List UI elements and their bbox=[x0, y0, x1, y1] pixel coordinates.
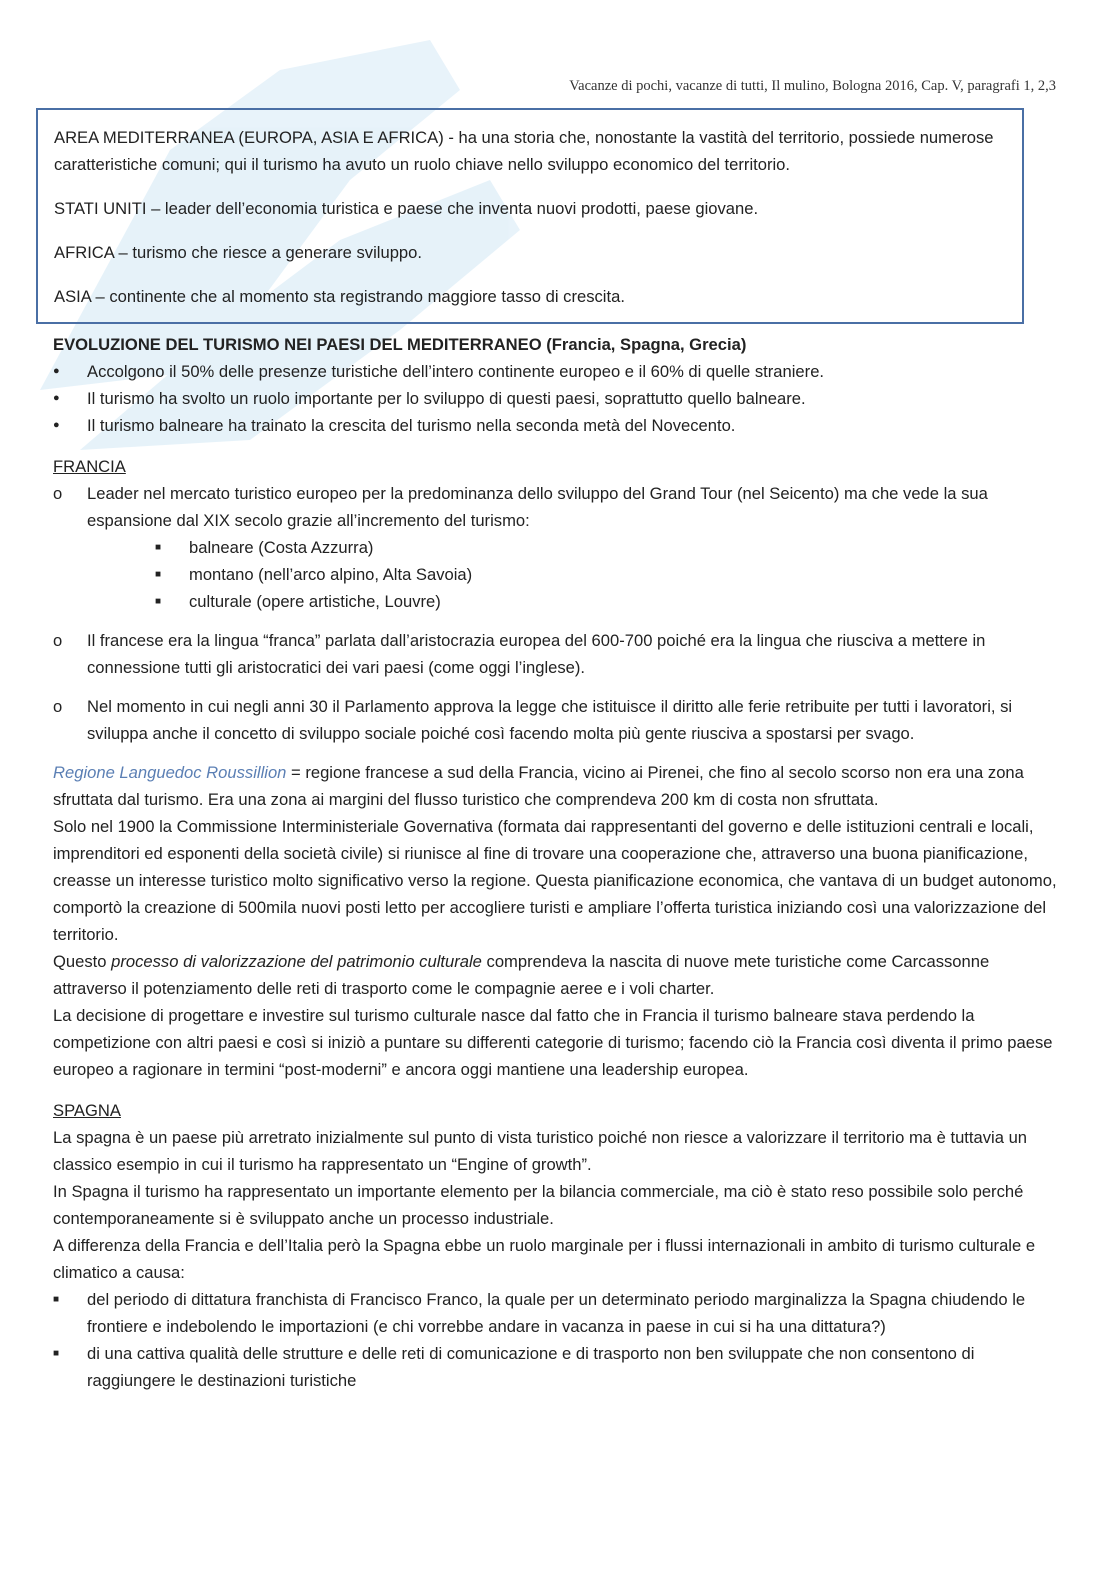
paragraph: La spagna è un paese più arretrato inizialmente sul punto di vista turistico poiché non riesce a valorizzare il territorio ma è tuttavia un classico esempio in cui il turismo ha rappresentato un “Engine of growth”. bbox=[53, 1128, 1028, 1174]
list-item: ■ balneare (Costa Azzurra) bbox=[155, 534, 1063, 561]
spagna-list bbox=[53, 1286, 1063, 1394]
francia-heading: FRANCIA bbox=[53, 457, 126, 476]
text-span: comprendeva la nascita di nuove mete turistiche come Carcassonne attraverso il potenziamento delle reti di trasporto come le compagnie aeree e i voli charter. bbox=[53, 952, 990, 998]
spagna-heading: SPAGNA bbox=[53, 1101, 121, 1120]
francia-sublist bbox=[87, 534, 1063, 615]
evo-list bbox=[53, 358, 1063, 439]
circle-bullet-icon: o bbox=[53, 697, 63, 716]
list-item: ● Accolgono il 50% delle presenze turistiche dell’intero continente europeo e il 60% di quelle straniere. bbox=[53, 358, 1063, 385]
summary-box bbox=[36, 108, 1024, 324]
list-item bbox=[53, 480, 1063, 615]
circle-bullet-icon: o bbox=[53, 631, 63, 650]
list-item bbox=[53, 693, 1063, 747]
paragraph: In Spagna il turismo ha rappresentato un importante elemento per la bilancia commerciale, ma ciò è stato reso possibile solo perché contemporaneamente si è sviluppato anche un processo industriale. bbox=[53, 1182, 1024, 1228]
list-item: ● Il turismo balneare ha trainato la crescita del turismo nella seconda metà del Novecento. bbox=[53, 412, 1063, 439]
paragraph bbox=[53, 948, 1063, 1002]
page-header: Vacanze di pochi, vacanze di tutti, Il mulino, Bologna 2016, Cap. V, paragrafi 1, 2,3 bbox=[569, 78, 1056, 94]
list-item bbox=[53, 627, 1063, 681]
list-item-text: Il francese era la lingua “franca” parlata dall’aristocrazia europea del 600-700 poiché era la lingua che riusciva a mettere in connessione tutti gli aristocratici dei vari paesi (come oggi l’inglese). bbox=[87, 631, 986, 677]
list-item-text: Nel momento in cui negli anni 30 il Parlamento approva la legge che istituisce il diritto alle ferie retribuite per tutti i lavoratori, si sviluppa anche il concetto di sviluppo sociale poiché così facendo molta più gente riusciva a spostarsi per svago. bbox=[87, 697, 1013, 743]
box-paragraph: ASIA – continente che al momento sta registrando maggiore tasso di crescita. bbox=[54, 287, 625, 306]
paragraph: A differenza della Francia e dell’Italia però la Spagna ebbe un ruolo marginale per i flussi internazionali in ambito di turismo culturale e climatico a causa: bbox=[53, 1236, 1036, 1282]
box-paragraph: AFRICA – turismo che riesce a generare sviluppo. bbox=[54, 243, 422, 262]
region-name: Regione Languedoc Roussillion bbox=[53, 763, 287, 782]
italic-span: processo di valorizzazione del patrimonio culturale bbox=[111, 952, 482, 971]
list-item: ■ di una cattiva qualità delle strutture e delle reti di comunicazione e di trasporto non ben sviluppate che non consentono di raggiungere le destinazioni turistiche bbox=[53, 1340, 1063, 1394]
paragraph: La decisione di progettare e investire sul turismo culturale nasce dal fatto che in Francia il turismo balneare stava perdendo la competizione con altri paesi e così si iniziò a puntare su differenti categorie di turismo; facendo ciò la Francia così diventa il primo paese europeo a ragionare in termini “post-moderni” e ancora oggi mantiene una leadership europea. bbox=[53, 1006, 1053, 1079]
circle-bullet-icon: o bbox=[53, 484, 63, 503]
section-heading: EVOLUZIONE DEL TURISMO NEI PAESI DEL MEDITERRANEO (Francia, Spagna, Grecia) bbox=[53, 335, 747, 354]
region-text: = regione francese a sud della Francia, vicino ai Pirenei, che fino al secolo scorso non era una zona sfruttata dal turismo. Era una zona ai margini del flusso turistico che comprendeva 200 km di costa non sfruttata. bbox=[53, 763, 1024, 809]
list-item-text: Leader nel mercato turistico europeo per la predominanza dello sviluppo del Grand Tour (nel Seicento) ma che vede la sua espansione dal XIX secolo grazie all’incremento del turismo: bbox=[87, 484, 988, 530]
paragraph: Solo nel 1900 la Commissione Interministeriale Governativa (formata dai rappresentanti del governo e delle istituzioni centrali e locali, imprenditori ed esponenti della società civile) si riunisce al fine di trovare una cooperazione che, attraverso una buona pianificazione, creasse un interesse turistico molto significativo verso la regione. Questa pianificazione economica, che vantava di un budget autonomo, comportò la creazione di 500mila nuovi posti letto per accogliere turisti e ampliare l’offerta turistica iniziando così una valorizzazione del territorio. bbox=[53, 817, 1057, 944]
list-item: ■ del periodo di dittatura franchista di Francisco Franco, la quale per un determinato periodo marginalizza la Spagna chiudendo le frontiere e indebolendo le importazioni (e chi vorrebbe andare in vacanza in paese in cui si ha una dittatura?) bbox=[53, 1286, 1063, 1340]
box-paragraph: AREA MEDITERRANEA (EUROPA, ASIA E AFRICA) - ha una storia che, nonostante la vastità del territorio, possiede numerose caratteristiche comuni; qui il turismo ha avuto un ruolo chiave nello sviluppo economico del territorio. bbox=[54, 128, 994, 174]
text-span: Questo bbox=[53, 952, 112, 971]
francia-list bbox=[53, 480, 1063, 747]
region-paragraph bbox=[53, 759, 1063, 813]
box-paragraph: STATI UNITI – leader dell’economia turistica e paese che inventa nuovi prodotti, paese giovane. bbox=[54, 199, 759, 218]
list-item: ● Il turismo ha svolto un ruolo importante per lo sviluppo di questi paesi, soprattutto quello balneare. bbox=[53, 385, 1063, 412]
list-item: ■ montano (nell’arco alpino, Alta Savoia) bbox=[155, 561, 1063, 588]
list-item: ■ culturale (opere artistiche, Louvre) bbox=[155, 588, 1063, 615]
main-content bbox=[53, 331, 1063, 1394]
